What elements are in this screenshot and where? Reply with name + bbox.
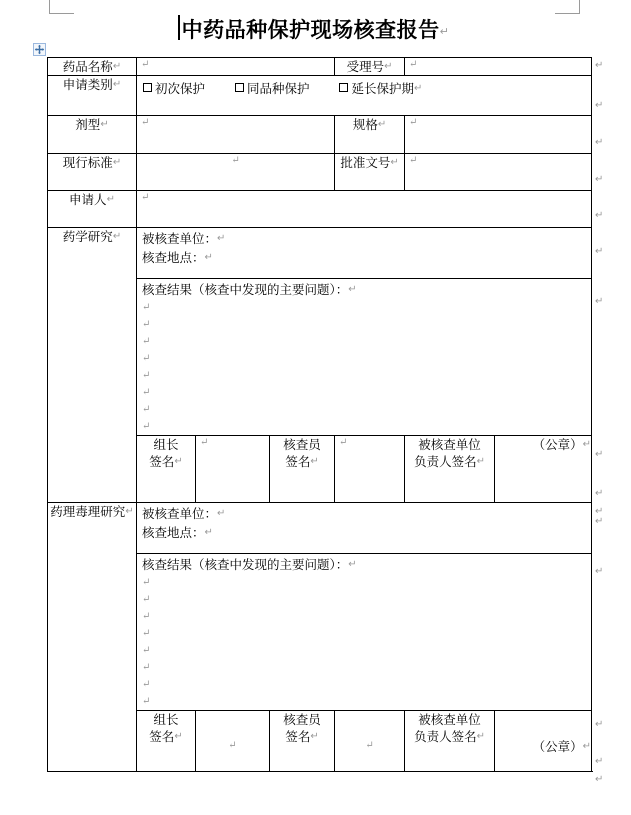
field-approval-number[interactable]: [405, 154, 592, 191]
label-inspector-signature-2-line1: 核查员: [283, 712, 321, 727]
table-row-current-standard: [48, 154, 592, 191]
field-official-seal-2[interactable]: [495, 711, 592, 772]
pilcrow-icon: ↵: [125, 506, 134, 517]
label-official-seal-1: （公章）: [532, 437, 583, 452]
label-drug-name-text: 药品名称: [62, 59, 113, 74]
label-inspection-place-1: [137, 247, 591, 266]
field-applicant-value: [137, 203, 591, 205]
label-unit-head-signature-2-line1: 被核查单位: [418, 712, 481, 727]
pilcrow-icon: ↵: [310, 731, 319, 742]
label-inspected-unit-2: [137, 503, 591, 522]
label-current-standard-text: 现行标准: [62, 155, 113, 170]
field-dosage-form-value: [137, 128, 334, 130]
label-team-leader-signature-2: [137, 711, 196, 772]
pilcrow-icon: ↵: [595, 174, 604, 185]
label-team-leader-signature-1-line1: 组长: [153, 437, 179, 452]
pilcrow-icon: ↵: [595, 137, 604, 148]
pilcrow-icon: ↵: [409, 59, 418, 70]
field-acceptance-number[interactable]: [405, 58, 592, 76]
table-move-handle[interactable]: [33, 43, 46, 56]
field-team-leader-signature-1[interactable]: [196, 436, 270, 503]
blank-line: ↵: [142, 302, 151, 313]
label-application-type-text: 申请类别: [62, 77, 113, 92]
table-row-application-type: [48, 76, 592, 116]
label-approval-number-text: 批准文号: [340, 155, 391, 170]
pilcrow-icon: ↵: [413, 83, 423, 94]
field-inspector-signature-1-value: [335, 448, 404, 450]
field-team-leader-signature-2-value: [196, 754, 269, 756]
checkbox-extend-protection-period-label: 延长保护期: [351, 81, 414, 96]
label-team-leader-signature-1-line2: 签名↵: [149, 454, 183, 469]
label-applicant-text: 申请人: [69, 192, 107, 207]
pilcrow-icon: ↵: [217, 508, 226, 519]
label-inspector-signature-1-line1: 核查员: [283, 437, 321, 452]
blank-line: ↵: [142, 404, 151, 415]
pilcrow-icon: ↵: [112, 231, 122, 242]
blank-line: ↵: [142, 611, 151, 622]
label-current-standard: [48, 154, 137, 191]
pilcrow-icon: ↵: [348, 559, 357, 570]
label-inspection-result-2: [137, 554, 591, 573]
blank-line: ↵: [142, 421, 151, 432]
blank-line: ↵: [142, 319, 151, 330]
field-acceptance-number-value: [405, 70, 591, 72]
field-inspected-unit-and-place-2[interactable]: [137, 503, 592, 554]
checkbox-first-protection-label: 初次保护: [155, 81, 206, 96]
label-official-seal-2: （公章）: [532, 739, 583, 754]
pilcrow-icon: ↵: [339, 437, 348, 448]
section-label-pharmaceutical-research: [48, 228, 137, 503]
pilcrow-icon: ↵: [217, 233, 226, 244]
blank-line: ↵: [142, 353, 151, 364]
pilcrow-icon: ↵: [200, 437, 209, 448]
label-specification-text: 规格: [352, 117, 378, 132]
pilcrow-icon: ↵: [377, 119, 387, 130]
label-acceptance-number-text: 受理号: [346, 59, 385, 74]
pilcrow-icon: ↵: [228, 740, 237, 751]
label-unit-head-signature-2: [405, 711, 495, 772]
pilcrow-icon: ↵: [112, 157, 122, 168]
pilcrow-icon: ↵: [595, 246, 604, 257]
label-team-leader-signature-2-line2: 签名↵: [149, 729, 183, 744]
label-unit-head-signature-1: [405, 436, 495, 503]
pilcrow-icon: ↵: [141, 59, 150, 70]
label-team-leader-signature-2-line1: 组长: [153, 712, 179, 727]
field-specification[interactable]: [405, 116, 592, 154]
field-inspector-signature-2[interactable]: [335, 711, 405, 772]
label-inspector-signature-2: [270, 711, 335, 772]
field-drug-name-value: [137, 70, 334, 72]
pilcrow-icon: ↵: [595, 756, 604, 767]
pilcrow-icon: ↵: [595, 774, 604, 785]
section-label-pharmacology-toxicology-text: 药理毒理研究: [50, 504, 126, 519]
label-team-leader-signature-1: [137, 436, 196, 503]
pilcrow-icon: ↵: [100, 119, 109, 130]
label-unit-head-signature-2-line2: 负责人签名↵: [414, 729, 485, 744]
crop-mark-top-right: [555, 0, 580, 14]
pilcrow-icon: ↵: [112, 79, 122, 90]
field-team-leader-signature-2[interactable]: [196, 711, 270, 772]
field-current-standard-value: [137, 166, 334, 168]
move-cross-icon: [34, 44, 45, 55]
label-inspected-unit-1: [137, 228, 591, 247]
blank-line: ↵: [142, 577, 151, 588]
pilcrow-icon: ↵: [141, 192, 150, 203]
blank-line: ↵: [142, 662, 151, 673]
field-inspector-signature-1[interactable]: [335, 436, 405, 503]
section-pharmacology-toxicology-header: [48, 503, 592, 554]
page-title-text: 中药品种保护现场核查报告: [181, 17, 440, 42]
pilcrow-icon: ↵: [595, 60, 604, 71]
section-label-pharmacology-toxicology: [48, 503, 137, 772]
label-acceptance-number: [335, 58, 405, 76]
pilcrow-icon: ↵: [390, 157, 399, 168]
checkbox-extend-protection-period[interactable]: [339, 83, 348, 92]
checkbox-same-variety-protection-label: 同品种保护: [246, 81, 310, 96]
checkbox-same-variety-protection[interactable]: [235, 83, 244, 92]
pilcrow-icon: ↵: [231, 155, 240, 166]
label-inspector-signature-1: [270, 436, 335, 503]
pilcrow-icon: ↵: [476, 731, 485, 742]
pilcrow-icon: ↵: [174, 456, 183, 467]
blank-line: ↵: [142, 645, 151, 656]
inspection-report-table: [47, 57, 592, 772]
pilcrow-icon: ↵: [204, 527, 213, 538]
field-approval-number-value: [405, 166, 591, 168]
pilcrow-icon: ↵: [595, 296, 604, 307]
label-inspection-result-1-text: 核查结果（核查中发现的主要问题）：: [142, 282, 349, 297]
label-inspection-place-2: [137, 522, 591, 541]
pilcrow-icon: ↵: [595, 449, 604, 460]
pilcrow-icon: ↵: [595, 506, 604, 517]
pilcrow-icon: ↵: [112, 61, 122, 72]
field-official-seal-1[interactable]: [495, 436, 592, 503]
label-specification: [335, 116, 405, 154]
table-row-drug-name: [48, 58, 592, 76]
pilcrow-icon: ↵: [595, 210, 604, 221]
blank-line: ↵: [142, 696, 151, 707]
blank-answer-lines-1[interactable]: [137, 298, 591, 435]
blank-line: ↵: [142, 679, 151, 690]
blank-line: ↵: [142, 387, 151, 398]
pilcrow-icon: ↵: [595, 566, 604, 577]
label-inspector-signature-2-line2: 签名↵: [285, 729, 319, 744]
label-dosage-form-text: 剂型: [75, 117, 101, 132]
field-inspection-result-1[interactable]: [137, 279, 592, 436]
blank-line: ↵: [142, 594, 151, 605]
field-specification-value: [405, 128, 591, 130]
pilcrow-icon: ↵: [409, 117, 418, 128]
pilcrow-icon: ↵: [384, 61, 393, 72]
label-approval-number: [335, 154, 405, 191]
section-pharmaceutical-research-header: [48, 228, 592, 279]
label-inspected-unit-2-text: 被核查单位：: [142, 506, 218, 521]
blank-answer-lines-2[interactable]: [137, 573, 591, 710]
pilcrow-icon: ↵: [582, 741, 592, 752]
label-inspected-unit-1-text: 被核查单位：: [142, 231, 218, 246]
label-inspector-signature-1-line2: 签名↵: [285, 454, 319, 469]
pilcrow-icon: ↵: [595, 488, 604, 499]
field-current-standard[interactable]: [137, 154, 335, 191]
table-row-dosage-form: [48, 116, 592, 154]
label-drug-name: [48, 58, 137, 76]
section-label-pharmaceutical-research-text: 药学研究: [62, 229, 113, 244]
pilcrow-icon: ↵: [595, 719, 604, 730]
page-title: [0, 14, 631, 44]
field-application-type-options: [137, 76, 592, 116]
pilcrow-icon: ↵: [365, 740, 374, 751]
blank-line: ↵: [142, 628, 151, 639]
field-inspection-result-2[interactable]: [137, 554, 592, 711]
pilcrow-icon: ↵: [348, 284, 357, 295]
pilcrow-icon: ↵: [141, 117, 150, 128]
pilcrow-icon: ↵: [204, 252, 213, 263]
label-inspection-place-1-text: 核查地点：: [142, 250, 205, 265]
pilcrow-icon: ↵: [439, 25, 450, 38]
blank-line: ↵: [142, 336, 151, 347]
blank-line: ↵: [142, 370, 151, 381]
crop-mark-top-left: [49, 0, 74, 14]
pilcrow-icon: ↵: [409, 155, 418, 166]
pilcrow-icon: ↵: [582, 439, 592, 450]
pilcrow-icon: ↵: [106, 194, 115, 205]
field-team-leader-signature-1-value: [196, 448, 269, 450]
label-unit-head-signature-1-line2: 负责人签名↵: [414, 454, 485, 469]
label-applicant: [48, 191, 137, 228]
pilcrow-icon: ↵: [310, 456, 319, 467]
pilcrow-icon: ↵: [595, 100, 604, 111]
label-application-type: [48, 76, 137, 116]
pilcrow-icon: ↵: [476, 456, 485, 467]
pilcrow-icon: ↵: [595, 516, 604, 527]
label-inspection-place-2-text: 核查地点：: [142, 525, 205, 540]
label-unit-head-signature-1-line1: 被核查单位: [418, 437, 481, 452]
field-inspected-unit-and-place-1[interactable]: [137, 228, 592, 279]
pilcrow-icon: ↵: [174, 731, 183, 742]
label-dosage-form: [48, 116, 137, 154]
field-applicant[interactable]: [137, 191, 592, 228]
label-inspection-result-2-text: 核查结果（核查中发现的主要问题）：: [142, 557, 349, 572]
field-dosage-form[interactable]: [137, 116, 335, 154]
checkbox-first-protection[interactable]: [143, 83, 152, 92]
field-inspector-signature-2-value: [335, 754, 404, 756]
label-inspection-result-1: [137, 279, 591, 298]
table-row-applicant: [48, 191, 592, 228]
field-drug-name[interactable]: [137, 58, 335, 76]
